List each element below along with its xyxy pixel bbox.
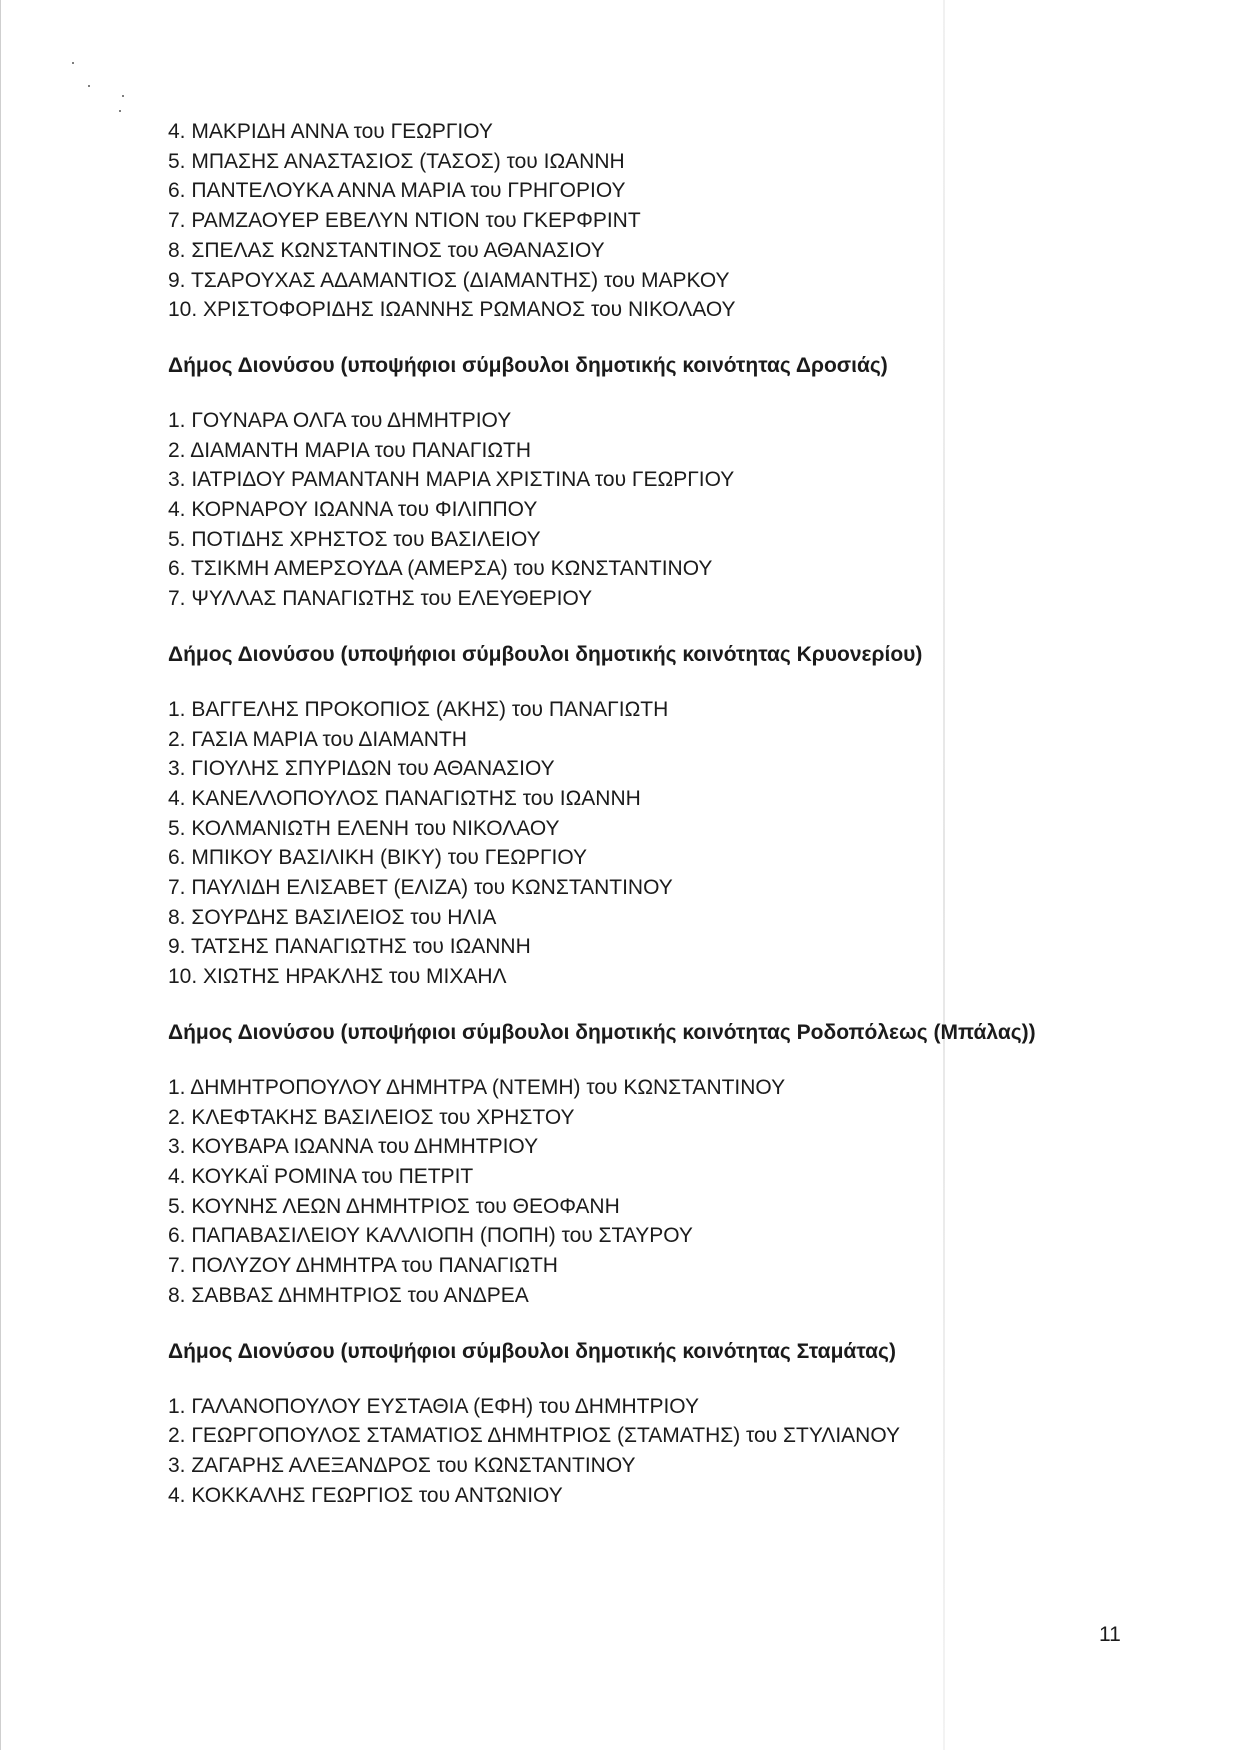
scan-speck [72,62,74,64]
document-body [168,117,1178,1510]
list-item: 7. ΠΑΥΛΙΔΗ ΕΛΙΣΑΒΕΤ (ΕΛΙΖΑ) του ΚΩΝΣΤΑΝΤΙΝΟΥ [168,876,673,900]
section-rodopoleos [168,1019,1178,1311]
list-item: 2. ΓΑΣΙΑ ΜΑΡΙΑ του ΔΙΑΜΑΝΤΗ [168,727,467,751]
list-item: 5. ΠΟΤΙΔΗΣ ΧΡΗΣΤΟΣ του ΒΑΣΙΛΕΙΟΥ [168,527,541,551]
section-drosias [168,352,1178,614]
list-item: 8. ΣΠΕΛΑΣ ΚΩΝΣΤΑΝΤΙΝΟΣ του ΑΘΑΝΑΣΙΟΥ [168,238,605,262]
list-item: 1. ΓΟΥΝΑΡΑ ΟΛΓΑ του ΔΗΜΗΤΡΙΟΥ [168,408,512,432]
section-stamatas [168,1338,1178,1511]
list-item: 10. ΧΙΩΤΗΣ ΗΡΑΚΛΗΣ του ΜΙΧΑΗΛ [168,965,507,989]
list-item: 2. ΓΕΩΡΓΟΠΟΥΛΟΣ ΣΤΑΜΑΤΙΟΣ ΔΗΜΗΤΡΙΟΣ (ΣΤΑΜΑΤΗΣ) του ΣΤΥΛΙΑΝΟΥ [168,1424,901,1448]
list-item: 6. ΠΑΝΤΕΛΟΥΚΑ ΑΝΝΑ ΜΑΡΙΑ του ΓΡΗΓΟΡΙΟΥ [168,179,626,203]
list-item: 10. ΧΡΙΣΤΟΦΟΡΙΔΗΣ ΙΩΑΝΝΗΣ ΡΩΜΑΝΟΣ του ΝΙΚΟΛΑΟΥ [168,298,736,322]
list-item: 1. ΒΑΓΓΕΛΗΣ ΠΡΟΚΟΠΙΟΣ (ΑΚΗΣ) του ΠΑΝΑΓΙΩΤΗ [168,697,669,721]
scan-speck [119,110,121,112]
list-item: 2. ΚΛΕΦΤΑΚΗΣ ΒΑΣΙΛΕΙΟΣ του ΧΡΗΣΤΟΥ [168,1105,575,1129]
candidate-list [168,1073,1178,1311]
list-item: 2. ΔΙΑΜΑΝΤΗ ΜΑΡΙΑ του ΠΑΝΑΓΙΩΤΗ [168,438,532,462]
list-item: 6. ΜΠΙΚΟΥ ΒΑΣΙΛΙΚΗ (ΒΙΚΥ) του ΓΕΩΡΓΙΟΥ [168,846,588,870]
scan-speck [122,95,124,97]
list-item: 1. ΔΗΜΗΤΡΟΠΟΥΛΟΥ ΔΗΜΗΤΡΑ (ΝΤΕΜΗ) του ΚΩΝΣΤΑΝΤΙΝΟΥ [168,1075,786,1099]
list-item: 1. ΓΑΛΑΝΟΠΟΥΛΟΥ ΕΥΣΤΑΘΙΑ (ΕΦΗ) του ΔΗΜΗΤΡΙΟΥ [168,1394,699,1418]
scan-speck [88,85,90,87]
section-heading: Δήμος Διονύσου (υποψήφιοι σύμβουλοι δημοτικής κοινότητας Ροδοπόλεως (Μπάλας)) [168,1020,1036,1044]
section-heading: Δήμος Διονύσου (υποψήφιοι σύμβουλοι δημοτικής κοινότητας Δροσιάς) [168,353,888,377]
list-item: 5. ΚΟΛΜΑΝΙΩΤΗ ΕΛΕΝΗ του ΝΙΚΟΛΑΟΥ [168,816,560,840]
list-item: 5. ΚΟΥΝΗΣ ΛΕΩΝ ΔΗΜΗΤΡΙΟΣ του ΘΕΟΦΑΝΗ [168,1194,620,1218]
list-item: 4. ΜΑΚΡΙΔΗ ΑΝΝΑ του ΓΕΩΡΓΙΟΥ [168,120,493,143]
list-item: 3. ΚΟΥΒΑΡΑ ΙΩΑΝΝΑ του ΔΗΜΗΤΡΙΟΥ [168,1135,539,1159]
scan-left-edge [0,0,1,1750]
list-item: 7. ΠΟΛΥΖΟΥ ΔΗΜΗΤΡΑ του ΠΑΝΑΓΙΩΤΗ [168,1254,558,1278]
section-continued-list [168,117,1178,325]
list-item: 3. ΖΑΓΑΡΗΣ ΑΛΕΞΑΝΔΡΟΣ του ΚΩΝΣΤΑΝΤΙΝΟΥ [168,1453,636,1477]
list-item: 9. ΤΣΑΡΟΥΧΑΣ ΑΔΑΜΑΝΤΙΟΣ (ΔΙΑΜΑΝΤΗΣ) του ΜΑΡΚΟΥ [168,268,730,292]
list-item: 5. ΜΠΑΣΗΣ ΑΝΑΣΤΑΣΙΟΣ (ΤΑΣΟΣ) του ΙΩΑΝΝΗ [168,149,625,173]
candidate-list [168,406,1178,614]
list-item: 4. ΚΑΝΕΛΛΟΠΟΥΛΟΣ ΠΑΝΑΓΙΩΤΗΣ του ΙΩΑΝΝΗ [168,786,641,810]
list-item: 4. ΚΟΡΝΑΡΟΥ ΙΩΑΝΝΑ του ΦΙΛΙΠΠΟΥ [168,498,538,522]
list-item: 8. ΣΟΥΡΔΗΣ ΒΑΣΙΛΕΙΟΣ του ΗΛΙΑ [168,905,497,929]
section-kryoneriou [168,641,1178,992]
list-item: 7. ΡΑΜΖΑΟΥΕΡ ΕΒΕΛΥΝ ΝΤΙΟΝ του ΓΚΕΡΦΡΙΝΤ [168,209,641,233]
section-heading: Δήμος Διονύσου (υποψήφιοι σύμβουλοι δημοτικής κοινότητας Σταμάτας) [168,1339,896,1363]
section-heading: Δήμος Διονύσου (υποψήφιοι σύμβουλοι δημοτικής κοινότητας Κρυονερίου) [168,642,923,666]
page-number: 11 [1099,1623,1121,1646]
candidate-list [168,695,1178,992]
list-item: 7. ΨΥΛΛΑΣ ΠΑΝΑΓΙΩΤΗΣ του ΕΛΕΥΘΕΡΙΟΥ [168,587,593,611]
list-item: 8. ΣΑΒΒΑΣ ΔΗΜΗΤΡΙΟΣ του ΑΝΔΡΕΑ [168,1283,529,1307]
list-item: 4. ΚΟΚΚΑΛΗΣ ΓΕΩΡΓΙΟΣ του ΑΝΤΩΝΙΟΥ [168,1483,563,1507]
list-item: 3. ΙΑΤΡΙΔΟΥ ΡΑΜΑΝΤΑΝΗ ΜΑΡΙΑ ΧΡΙΣΤΙΝΑ του ΓΕΩΡΓΙΟΥ [168,468,735,492]
candidate-list [168,1392,1178,1511]
list-item: 3. ΓΙΟΥΛΗΣ ΣΠΥΡΙΔΩΝ του ΑΘΑΝΑΣΙΟΥ [168,757,555,781]
list-item: 6. ΤΣΙΚΜΗ ΑΜΕΡΣΟΥΔΑ (ΑΜΕΡΣΑ) του ΚΩΝΣΤΑΝΤΙΝΟΥ [168,557,713,581]
list-item: 6. ΠΑΠΑΒΑΣΙΛΕΙΟΥ ΚΑΛΛΙΟΠΗ (ΠΟΠΗ) του ΣΤΑΥΡΟΥ [168,1224,693,1248]
candidate-list [168,117,1178,325]
list-item: 9. ΤΑΤΣΗΣ ΠΑΝΑΓΙΩΤΗΣ του ΙΩΑΝΝΗ [168,935,531,959]
list-item: 4. ΚΟΥΚΑΪ ΡΟΜΙΝΑ του ΠΕΤΡΙΤ [168,1164,474,1188]
